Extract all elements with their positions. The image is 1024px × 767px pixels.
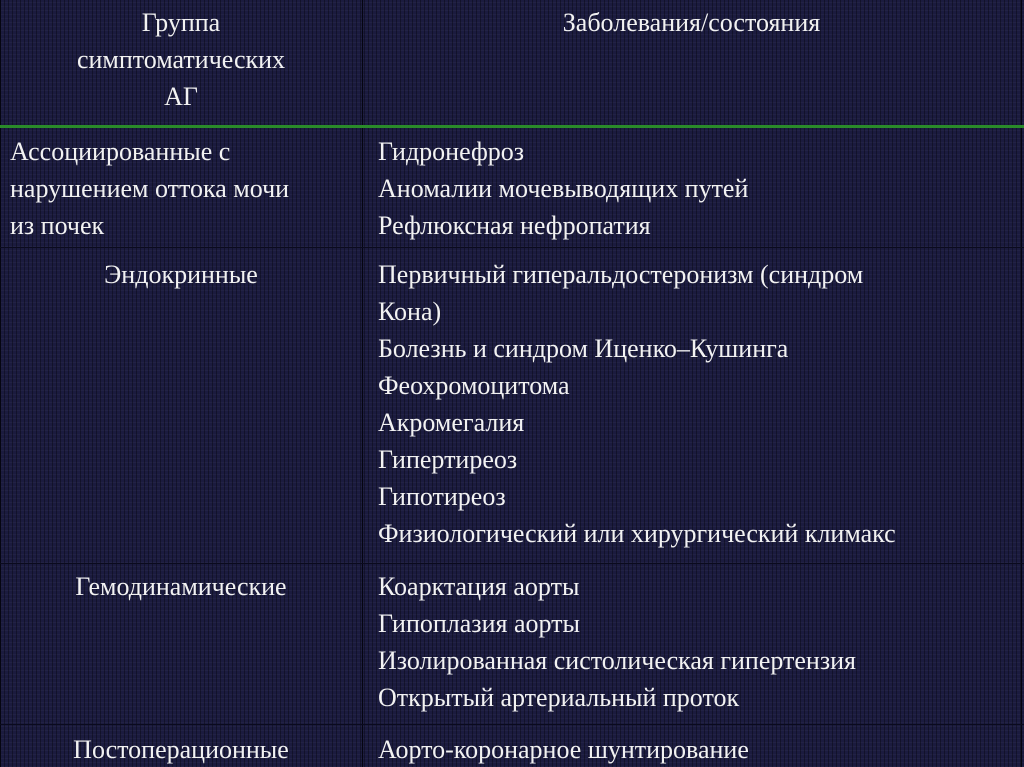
row-group-line: нарушением оттока мочи <box>10 174 290 203</box>
header-rule <box>0 125 1024 128</box>
condition-item: Коарктация аорты <box>378 572 580 601</box>
row-items-cell <box>378 731 1018 767</box>
condition-item: Гипотиреоз <box>378 482 506 511</box>
condition-item: Изолированная систолическая гипертензия <box>378 646 856 675</box>
row-divider <box>0 563 1024 564</box>
condition-item: Болезнь и синдром Иценко–Кушинга <box>378 334 789 363</box>
row-group-cell <box>0 731 362 767</box>
header-group-line: симптоматических <box>76 45 286 74</box>
row-items-cell <box>378 256 1018 552</box>
condition-item: Физиологический или хирургический климакс <box>378 519 896 548</box>
condition-item: Акромегалия <box>378 408 525 437</box>
condition-item: Первичный гиперальдостеронизм (синдром <box>378 260 864 289</box>
condition-item: Кона) <box>378 297 442 326</box>
condition-item: Феохромоцитома <box>378 371 570 400</box>
row-group-cell <box>0 568 362 605</box>
header-group-cell <box>0 4 362 115</box>
header-conditions-label: Заболевания/состояния <box>562 8 821 37</box>
row-divider <box>0 724 1024 725</box>
row-group-cell <box>10 133 360 244</box>
condition-item: Рефлюксная нефропатия <box>378 211 651 240</box>
row-group-line: Постоперационные <box>73 735 289 764</box>
row-group-line: Эндокринные <box>104 260 258 289</box>
condition-item: Гипертиреоз <box>378 445 518 474</box>
row-group-cell <box>0 256 362 293</box>
row-group-line: из почек <box>10 211 105 240</box>
header-conditions-cell <box>362 4 1021 41</box>
header-group-line: Группа <box>141 8 221 37</box>
row-items-cell <box>378 568 1018 716</box>
header-group-line: АГ <box>164 82 198 111</box>
table-border-right <box>1021 0 1022 767</box>
row-group-line: Ассоциированные с <box>10 137 231 166</box>
condition-item: Аорто-коронарное шунтирование <box>378 735 749 764</box>
table-border-left <box>0 0 1 767</box>
column-divider <box>362 0 363 767</box>
row-items-cell <box>378 133 1018 244</box>
condition-item: Открытый артериальный проток <box>378 683 740 712</box>
row-group-line: Гемодинамические <box>75 572 287 601</box>
condition-item: Гидронефроз <box>378 137 525 166</box>
row-divider <box>0 247 1024 248</box>
condition-item: Гипоплазия аорты <box>378 609 580 638</box>
condition-item: Аномалии мочевыводящих путей <box>378 174 749 203</box>
